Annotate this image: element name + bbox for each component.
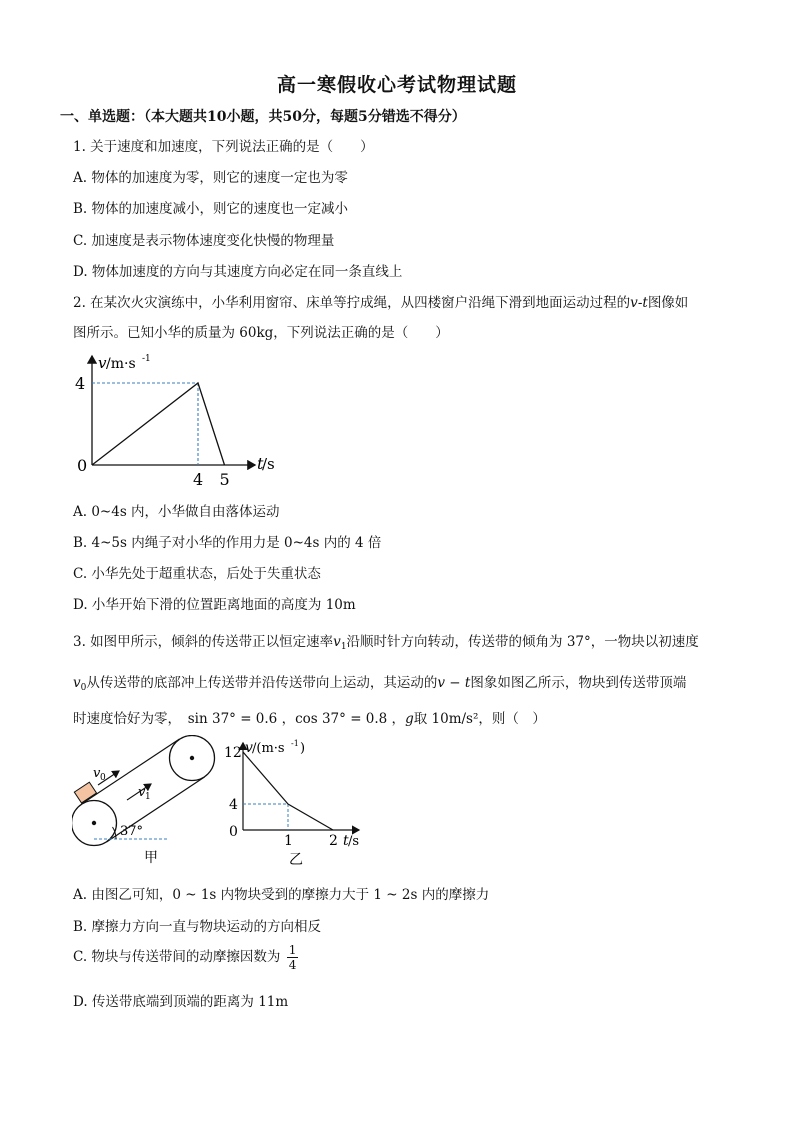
q3-option-a: A. 由图乙可知，0 ~ 1s 内物块受到的摩擦力大于 1 ~ 2s 内的摩擦力 — [73, 887, 490, 903]
q3-option-c-fraction — [287, 943, 299, 972]
q2-option-c: C. 小华先处于超重状态，后处于失重状态 — [73, 566, 321, 582]
q1-option-b: B. 物体的加速度减小，则它的速度也一定减小 — [73, 201, 349, 217]
q3-xlabel-unit: /s — [348, 834, 360, 849]
q3-figure-jia — [72, 735, 232, 870]
top-pulley-axle — [190, 756, 194, 760]
q3-ylabel-unit: /(m·s — [252, 741, 285, 756]
q3-ylabel-v: v — [245, 740, 253, 756]
q3-stem-line3 — [73, 707, 546, 727]
q1-option-d: D. 物体加速度的方向与其速度方向必定在同一条直线上 — [73, 264, 403, 280]
v1-label-sub: 1 — [145, 792, 151, 802]
q1-stem: 1. 关于速度和加速度，下列说法正确的是（ ） — [73, 139, 374, 155]
q2-option-a: A. 0~4s 内，小华做自由落体运动 — [73, 504, 280, 520]
q1-option-a: A. 物体的加速度为零，则它的速度一定也为零 — [73, 170, 348, 186]
q2-option-b: B. 4~5s 内绳子对小华的作用力是 0~4s 内的 4 倍 — [73, 535, 382, 551]
q2-stem-v: v — [630, 295, 638, 311]
q3-option-b: B. 摩擦力方向一直与物块运动的方向相反 — [73, 919, 322, 935]
q2-stem-t: t — [642, 295, 648, 311]
section-heading: 一、单选题：（本大题共10小题，共50分，每题5分错选不得分） — [60, 109, 466, 125]
q3-stem-v1: v — [333, 634, 341, 650]
q3-xtick-1: 1 — [284, 833, 293, 849]
q3-stem-2b: 图象如图乙所示，物块到传送带顶端 — [470, 675, 687, 691]
q3-stem-3b: 取 10m/s²，则（ ） — [413, 711, 546, 727]
fraction-denominator: 4 — [288, 958, 297, 972]
q3-stem-g: g — [405, 711, 414, 727]
q3-stem-1b: 沿顺时针方向转动，传送带的倾角为 37°，一物块以初速度 — [346, 634, 699, 650]
q2-ylabel-unit: /m·s — [106, 356, 136, 372]
figure-yi-caption: 乙 — [289, 852, 303, 868]
q2-xtick-5: 5 — [219, 470, 230, 489]
q3-xlabel-t: t — [343, 833, 349, 849]
q2-stem-line2: 图所示。已知小华的质量为 60kg，下列说法正确的是（ ） — [73, 325, 449, 341]
q3-stem-2a: 从传送带的底部冲上传送带并沿传送带向上运动，其运动的 — [86, 675, 438, 691]
q2-ylabel-v: v — [98, 354, 107, 372]
q3-stem-3: 时速度恰好为零， sin 37° = 0.6 ，cos 37° = 0.8 ， — [73, 711, 406, 727]
q2-option-d: D. 小华开始下滑的位置距离地面的高度为 10m — [73, 597, 356, 613]
q2-stem-dash: - — [637, 295, 643, 311]
angle-label: 37° — [120, 824, 144, 839]
q1-option-c: C. 加速度是表示物体速度变化快慢的物理量 — [73, 233, 335, 249]
q2-stem-line1 — [73, 291, 688, 311]
q3-stem-v1-sub: 1 — [340, 642, 347, 652]
q3-stem-vt: v − t — [437, 675, 471, 691]
q3-ytick-12: 12 — [224, 745, 242, 761]
q3-vt-line — [243, 752, 333, 830]
q2-stem-1a: 2. 在某次火灾演练中，小华利用窗帘、床单等拧成绳，从四楼窗户沿绳下滑到地面运动过程的 — [73, 295, 631, 311]
q3-stem-v0-sub: 0 — [80, 683, 87, 693]
figure-jia-caption: 甲 — [144, 850, 158, 866]
q2-xtick-4: 4 — [193, 470, 204, 489]
v0-label-sub: 0 — [100, 773, 106, 783]
q3-ytick-4: 4 — [229, 797, 238, 813]
bottom-pulley-axle — [92, 821, 96, 825]
q2-vt-line — [92, 383, 225, 465]
q3-option-d: D. 传送带底端到顶端的距离为 11m — [73, 994, 289, 1010]
q3-stem-v0: v — [73, 675, 81, 691]
q2-stem-1b: 图像如 — [647, 295, 689, 311]
q2-origin: 0 — [77, 456, 88, 475]
q3-ylabel-exp: -1 — [291, 739, 299, 748]
q2-ytick-4: 4 — [75, 374, 86, 393]
q2-xlabel-unit: /s — [262, 455, 275, 473]
v0-label: v — [93, 766, 101, 781]
q3-ylabel-close: ) — [300, 741, 306, 756]
q2-xlabel-t: t — [257, 454, 264, 473]
q3-origin: 0 — [229, 824, 238, 840]
v1-label: v — [138, 785, 146, 800]
q3-stem-line1 — [73, 630, 699, 652]
q3-stem-line2 — [73, 671, 686, 693]
fraction-numerator: 1 — [288, 943, 297, 957]
q3-xtick-2: 2 — [329, 833, 338, 849]
q3-option-c — [73, 943, 298, 972]
page-title: 高一寒假收心考试物理试题 — [276, 74, 517, 96]
q3-option-c-text: C. 物块与传送带间的动摩擦因数为 — [73, 949, 281, 965]
q3-figure-yi — [224, 737, 374, 870]
q2-ylabel-exp: -1 — [142, 354, 151, 364]
block — [74, 782, 96, 803]
q2-vt-graph — [70, 348, 300, 493]
q3-stem-1a: 3. 如图甲所示，倾斜的传送带正以恒定速率 — [73, 634, 334, 650]
